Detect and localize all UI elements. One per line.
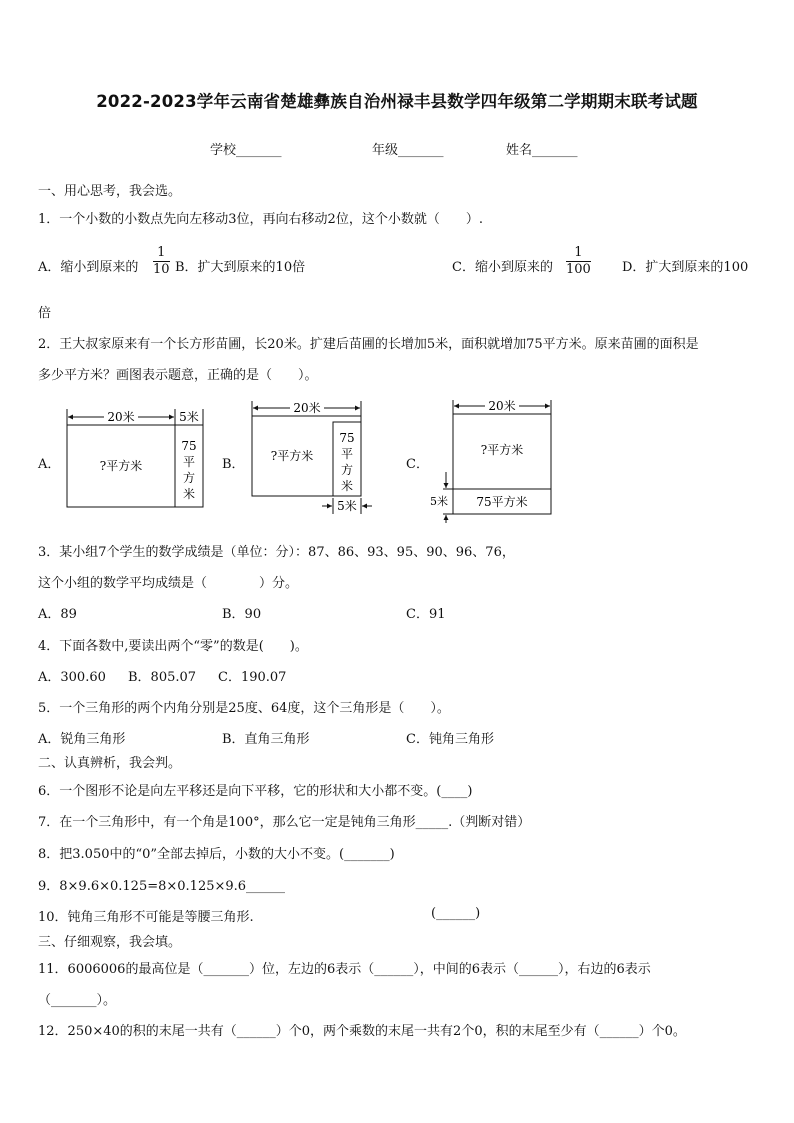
q12: 12．250×40的积的末尾一共有（______）个0，两个乘数的末尾一共有2个0，积的末尾至少有（______）个0。: [38, 1024, 686, 1039]
q7: 7．在一个三角形中，有一个角是100°，那么它一定是钝角三角形_____.（判断对错）: [38, 815, 531, 830]
extension-label: 5米: [337, 499, 357, 513]
q1-option-d: D．扩大到原来的100: [622, 260, 749, 275]
q3-option-a: A．89: [38, 607, 77, 622]
q1-option-a-label: A．缩小到原来的: [38, 260, 139, 275]
q5-option-b: B．直角三角形: [222, 732, 310, 747]
added-area-char-3: 米: [182, 487, 196, 501]
q1-option-d-continued: 倍: [38, 306, 52, 321]
q5-stem: 5．一个三角形的两个内角分别是25度、64度，这个三角形是（ ）。: [38, 701, 450, 716]
length-label: 20米: [293, 401, 321, 415]
unknown-area-label: ?平方米: [270, 449, 314, 463]
length-label: 20米: [488, 399, 516, 413]
q2-option-c-label: C．: [406, 457, 429, 472]
q1-option-a-fraction: [153, 245, 170, 278]
added-area-char-1: 平: [340, 447, 354, 461]
q11-line2: （_______）。: [38, 993, 117, 1008]
added-area-digits: 75: [339, 431, 355, 445]
q1-option-c-label: C．缩小到原来的: [452, 260, 553, 275]
q2-stem-line2: 多少平方米？画图表示题意，正确的是（ ）。: [38, 368, 318, 383]
added-area-char-3: 米: [340, 479, 354, 493]
added-area-digits: 75: [181, 439, 197, 453]
q5-option-c: C．钝角三角形: [406, 732, 494, 747]
section-2-heading: 二、认真辨析，我会判。: [38, 756, 182, 771]
section-3-heading: 三、仔细观察，我会填。: [38, 935, 182, 950]
q1-option-c-fraction: [566, 245, 591, 278]
extension-label: 5米: [430, 495, 448, 508]
q3-stem-line1: 3．某小组7个学生的数学成绩是（单位：分）：87、86、93、95、90、96、76，: [38, 545, 515, 560]
q4-option-c: C．190.07: [218, 670, 287, 685]
added-area-label: 75平方米: [476, 495, 528, 509]
q3-stem-line2: 这个小组的数学平均成绩是（ ）分。: [38, 576, 299, 591]
q11-line1: 11．6006006的最高位是（_______）位，左边的6表示（______），中间的6表示（______），右边的6表示: [38, 962, 651, 977]
length-label: 20米: [107, 410, 135, 424]
added-area-char-2: 方: [340, 463, 354, 477]
q10-answer-blank: (______): [431, 906, 481, 921]
q5-option-a: A．锐角三角形: [38, 732, 126, 747]
name-field: 姓名_______: [506, 143, 578, 158]
grade-field: 年级_______: [372, 143, 444, 158]
q6: 6．一个图形不论是向左平移还是向下平移，它的形状和大小都不变。(____): [38, 784, 473, 799]
q4-stem: 4．下面各数中,要读出两个“零”的数是( )。: [38, 639, 308, 654]
unknown-area-label: ?平方米: [480, 443, 524, 457]
q2-option-b-label: B．: [222, 457, 245, 472]
q9: 9．8×9.6×0.125=8×0.125×9.6______: [38, 879, 286, 894]
added-area-char-1: 平: [182, 455, 196, 469]
extension-label: 5米: [179, 410, 199, 424]
q2-figure-a: [60, 405, 210, 513]
q2-option-a-label: A．: [38, 457, 61, 472]
fraction-numerator: 1: [153, 245, 170, 262]
q4-option-b: B．805.07: [128, 670, 197, 685]
q2-stem-line1: 2．王大叔家原来有一个长方形苗圃，长20米。扩建后苗圃的长增加5米，面积就增加75平方米。原来苗圃的面积是: [38, 337, 699, 352]
unknown-area-label: ?平方米: [99, 459, 143, 473]
fraction-denominator: 100: [566, 262, 591, 277]
added-area-char-2: 方: [182, 471, 196, 485]
fraction-numerator: 1: [566, 245, 591, 262]
q8: 8．把3.050中的“0”全部去掉后，小数的大小不变。(_______): [38, 847, 395, 862]
q1-stem: 1．一个小数的小数点先向左移动3位，再向右移动2位，这个小数就（ ）.: [38, 212, 483, 227]
school-field: 学校_______: [210, 143, 282, 158]
q10-stem: 10．钝角三角形不可能是等腰三角形.: [38, 910, 254, 925]
page-title: 2022-2023学年云南省楚雄彝族自治州禄丰县数学四年级第二学期期末联考试题: [96, 92, 698, 111]
q4-option-a: A．300.60: [38, 670, 106, 685]
q2-figure-c: [426, 396, 556, 526]
q1-option-b: B．扩大到原来的10倍: [175, 260, 306, 275]
q3-option-b: B．90: [222, 607, 262, 622]
section-1-heading: 一、用心思考，我会选。: [38, 184, 182, 199]
q2-figure-b: [246, 398, 382, 520]
fraction-denominator: 10: [153, 262, 170, 277]
q3-option-c: C．91: [406, 607, 446, 622]
